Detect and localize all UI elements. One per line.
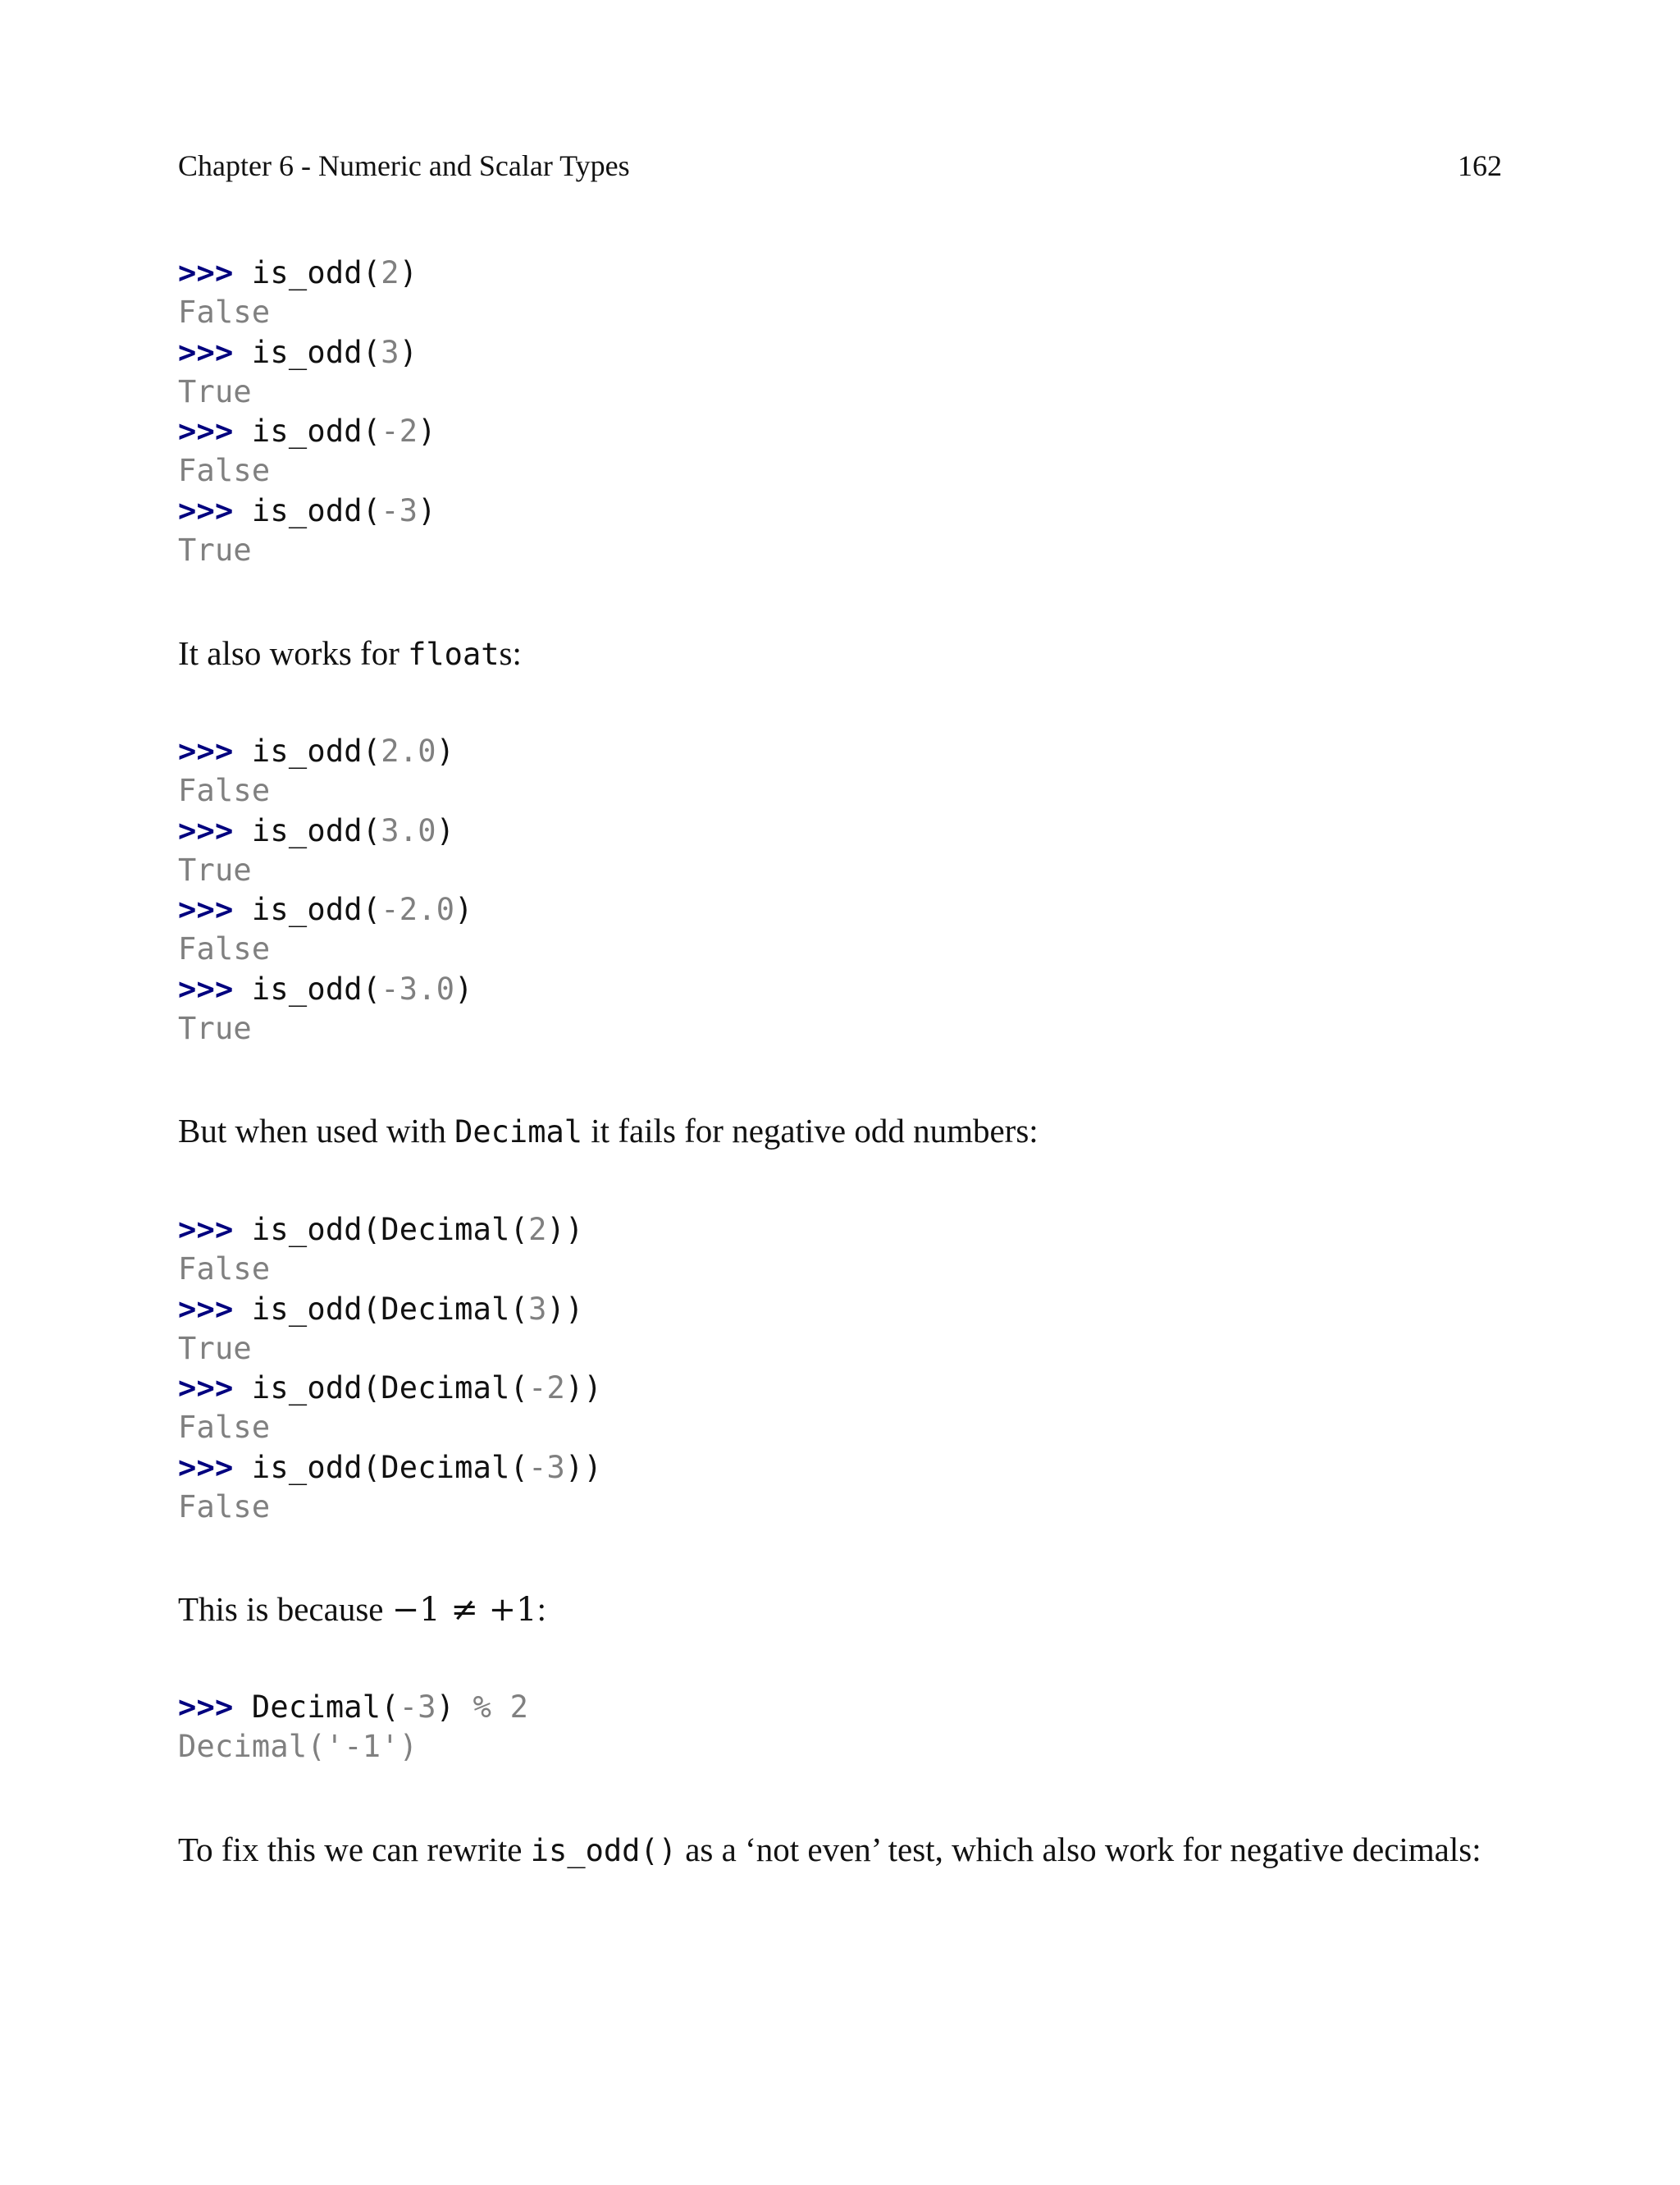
code-line: >>> Decimal(-3) % 2 <box>178 1689 529 1725</box>
code-output: False <box>178 931 271 967</box>
code-output: True <box>178 1330 252 1366</box>
code-output: Decimal('-1') <box>178 1729 418 1765</box>
chapter-title: Chapter 6 - Numeric and Scalar Types <box>178 149 630 182</box>
math-inequality: −1 ≠ +1 <box>391 1591 537 1629</box>
repl-prompt: >>> <box>178 812 234 848</box>
repl-prompt: >>> <box>178 492 234 528</box>
code-block-is-odd-float <box>178 732 1502 1049</box>
code-line: >>> is_odd(3) <box>178 334 418 370</box>
code-line: >>> is_odd(-3.0) <box>178 971 473 1007</box>
code-line: >>> is_odd(Decimal(3)) <box>178 1291 584 1327</box>
code-line: >>> is_odd(Decimal(-2)) <box>178 1370 602 1406</box>
code-output: True <box>178 373 252 409</box>
repl-prompt: >>> <box>178 971 234 1007</box>
code-block-decimal-mod <box>178 1688 1502 1767</box>
repl-prompt: >>> <box>178 334 234 370</box>
inline-code: float <box>408 637 500 672</box>
repl-prompt: >>> <box>178 1212 234 1247</box>
inline-code: is_odd() <box>530 1833 677 1868</box>
paragraph-because: This is because −1 ≠ +1: <box>178 1590 547 1629</box>
code-output: False <box>178 773 271 809</box>
paragraph-decimal: But when used with Decimal it fails for negative odd numbers: <box>178 1112 1039 1150</box>
code-line: >>> is_odd(Decimal(2)) <box>178 1212 584 1247</box>
paragraph-fix: To fix this we can rewrite is_odd() as a ‘not even’ test, which also work for negative decimals: <box>178 1831 1481 1868</box>
page-number: 162 <box>1458 149 1502 182</box>
inline-code: Decimal <box>454 1114 583 1150</box>
repl-prompt: >>> <box>178 255 234 290</box>
code-output: False <box>178 453 271 489</box>
code-output: False <box>178 1488 271 1524</box>
repl-prompt: >>> <box>178 1689 234 1725</box>
code-line: >>> is_odd(-2.0) <box>178 892 473 927</box>
repl-prompt: >>> <box>178 892 234 927</box>
repl-prompt: >>> <box>178 1449 234 1485</box>
code-line: >>> is_odd(2) <box>178 255 418 290</box>
code-output: True <box>178 852 252 888</box>
repl-prompt: >>> <box>178 734 234 769</box>
code-line: >>> is_odd(Decimal(-3)) <box>178 1449 602 1485</box>
repl-prompt: >>> <box>178 1291 234 1327</box>
code-block-is-odd-int <box>178 254 1502 570</box>
repl-prompt: >>> <box>178 1370 234 1406</box>
repl-prompt: >>> <box>178 414 234 449</box>
code-line: >>> is_odd(3.0) <box>178 812 455 848</box>
code-block-is-odd-decimal <box>178 1210 1502 1527</box>
code-output: False <box>178 295 271 331</box>
code-output: True <box>178 532 252 568</box>
code-output: False <box>178 1251 271 1287</box>
paragraph-floats: It also works for floats: <box>178 634 522 672</box>
code-output: False <box>178 1410 271 1446</box>
code-line: >>> is_odd(2.0) <box>178 734 455 769</box>
code-output: True <box>178 1010 252 1046</box>
code-line: >>> is_odd(-2) <box>178 414 436 449</box>
code-line: >>> is_odd(-3) <box>178 492 436 528</box>
page-header <box>178 143 1502 189</box>
